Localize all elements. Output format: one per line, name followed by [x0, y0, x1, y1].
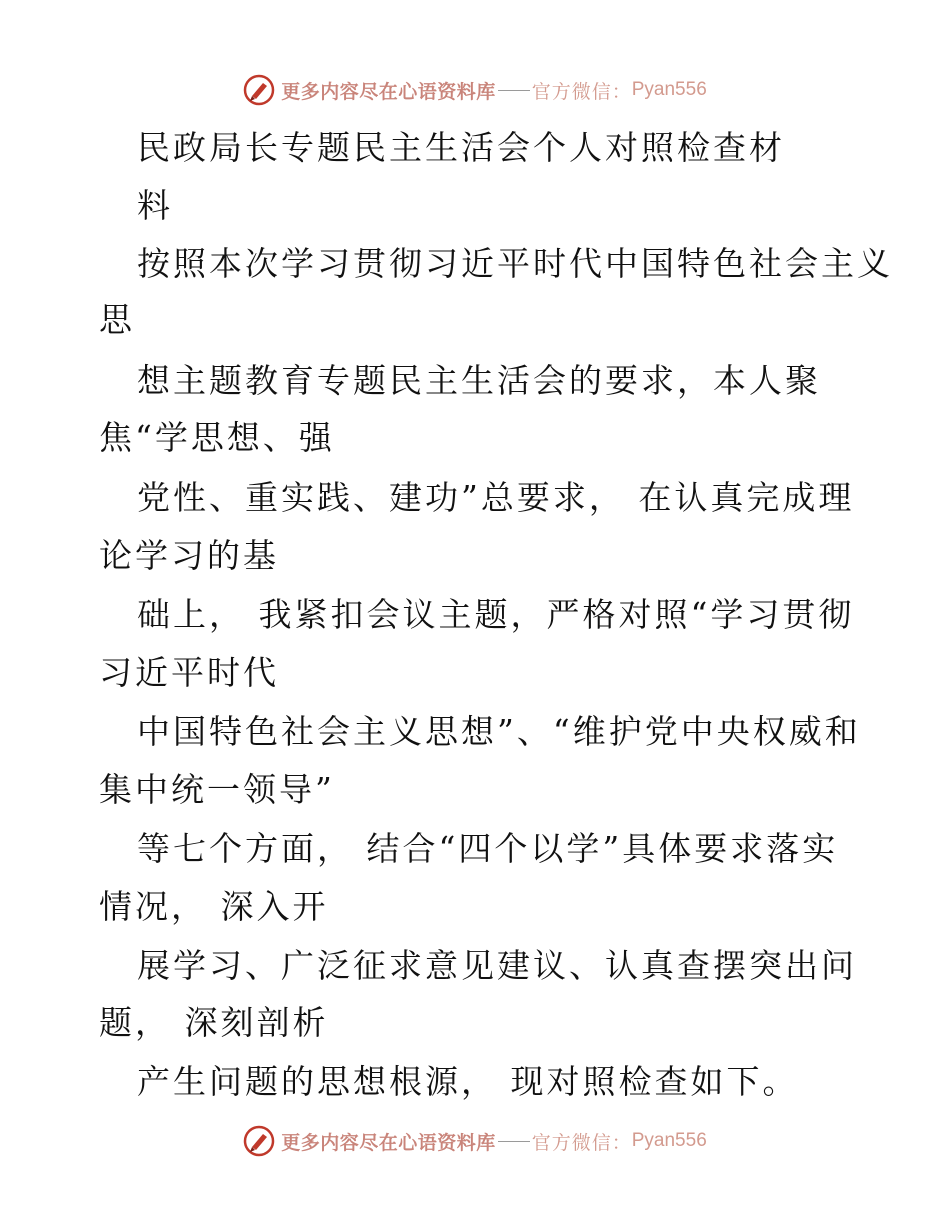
- watermark-site-text: 更多内容尽在心语资料库: [281, 80, 496, 103]
- watermark-official-text: 官方微信：: [531, 80, 632, 103]
- body-line: 按照本次学习贯彻习近平时代中国特色社会主义: [137, 244, 893, 283]
- pen-nib-logo-icon: [243, 1125, 275, 1157]
- body-line: 焦“学思想、强: [99, 418, 335, 457]
- body-line: 产生问题的思想根源， 现对照检查如下。: [137, 1062, 799, 1101]
- body-line: 集中统一领导”: [99, 770, 335, 809]
- body-line: 思: [99, 300, 135, 339]
- header-watermark: [0, 70, 950, 110]
- body-line: 习近平时代: [99, 653, 279, 692]
- body-line: 民政局长专题民主生活会个人对照检查材: [137, 128, 785, 167]
- watermark-id-text: Pyan556: [631, 1130, 707, 1151]
- body-line: 论学习的基: [99, 536, 279, 575]
- body-line: 料: [137, 186, 173, 225]
- body-line: 党性、重实践、建功”总要求， 在认真完成理: [137, 478, 855, 517]
- watermark-id-text: Pyan556: [631, 79, 707, 100]
- body-line: 等七个方面， 结合“四个以学”具体要求落实: [137, 829, 839, 868]
- body-line: 题， 深刻剖析: [99, 1003, 329, 1042]
- body-line: 中国特色社会主义思想”、“维护党中央权威和: [137, 712, 861, 751]
- watermark-dash: [498, 90, 530, 91]
- watermark-official-text: 官方微信：: [531, 1131, 632, 1154]
- body-line: 础上， 我紧扣会议主题，严格对照“学习贯彻: [137, 595, 855, 634]
- pen-nib-logo-icon: [243, 74, 275, 106]
- footer-watermark: [0, 1121, 950, 1161]
- watermark-site-text: 更多内容尽在心语资料库: [281, 1131, 496, 1154]
- body-line: 情况， 深入开: [99, 887, 329, 926]
- body-line: 展学习、广泛征求意见建议、认真查摆突出问: [137, 946, 857, 985]
- body-line: 想主题教育专题民主生活会的要求，本人聚: [137, 361, 821, 400]
- watermark-dash: [498, 1141, 530, 1142]
